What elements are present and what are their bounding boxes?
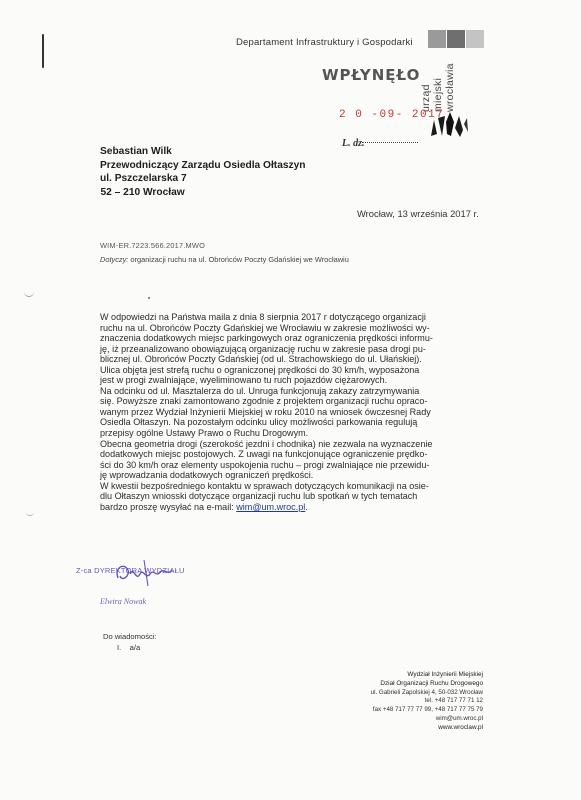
body-line: ję wprowadzania dodatkowych ograniczeń prędkości. <box>100 470 314 481</box>
subject-label: Dotyczy: <box>100 255 129 264</box>
addressee-title: Przewodniczący Zarządu Osiedla Ołtaszyn <box>100 159 306 171</box>
subject-text: organizacji ruchu na ul. Obrońców Poczty Gdańskiej we Wrocławiu <box>130 255 349 264</box>
letter-date: Wrocław, 13 września 2017 r. <box>357 208 479 219</box>
addressee-name: Sebastian Wilk <box>100 146 172 157</box>
punch-mark <box>26 510 34 516</box>
ldz-field <box>362 142 418 143</box>
punch-mark <box>24 290 34 297</box>
addressee-block <box>100 145 306 199</box>
letter-body <box>100 312 482 512</box>
reference-number: WIM-ER.7223.566.2017.MWO <box>100 241 206 250</box>
body-line: znaczenia dodatkowych miejsc parkingowych oraz ograniczenia prędkości informu- <box>100 333 433 344</box>
body-line: W kwestii bezpośredniego kontaktu w sprawach dotyczących komunikacji na osie- <box>100 480 429 491</box>
logo-line: urząd <box>420 84 432 112</box>
body-line: Na odcinku od ul. Masztalerza do ul. Unruga funkcjonują zakazy zatrzymywania <box>100 385 420 396</box>
footer-website[interactable]: www.wroclaw.pl <box>438 723 483 731</box>
body-last-prefix: bardzo proszę wysyłać na e-mail: <box>100 501 237 512</box>
body-line: ści do 30 km/h oraz elementy uspokojenia ruchu – progi zwalniające nie przewidu- <box>100 459 430 470</box>
body-line: W odpowiedzi na Państwa maila z dnia 8 sierpnia 2017 r dotyczącego organizacji <box>100 312 426 322</box>
body-line: się. Powyższe znaki zamontowano zgodnie z projektem organizacji ruchu opraco- <box>100 396 428 407</box>
logo-line: miejski <box>432 77 444 112</box>
logo-line: wrocławia <box>444 63 456 112</box>
body-line: ruchu na ul. Obrońców Poczty Gdańskiej we Wrocławiu w zakresie możliwości wy- <box>100 322 430 333</box>
cc-item: I. a/a <box>117 643 141 652</box>
footer-line: Wydział Inżynierii Miejskiej <box>407 671 483 678</box>
email-link[interactable]: wim@um.wroc.pl <box>236 501 306 512</box>
body-line: blicznej ul. Obrońców Poczty Gdańskiej (od ul. Strachowskiego do ul. Ułańskiej). <box>100 354 422 365</box>
margin-mark <box>42 34 44 68</box>
addressee-street: ul. Pszczelarska 7 <box>100 173 187 184</box>
body-line: ję, iż przeanalizowano obowiązującą organizację ruchu w zakresie pasa drogi pu- <box>100 343 426 354</box>
cc-label: Do wiadomości: <box>103 632 157 641</box>
addressee-city: 52 – 210 Wrocław <box>100 186 185 198</box>
cc-block <box>103 631 157 653</box>
ldz-label: L. dz. <box>342 138 365 149</box>
footer-line: Dział Organizacji Ruchu Drogowego <box>380 679 483 687</box>
body-line: Obecna geometria drogi (szerokość jezdni i chodnika) nie zezwala na wyznaczenie <box>100 438 433 449</box>
body-line: Ulica objęta jest strefą ruchu o ograniczonej prędkości do 30 km/h, wyposażona <box>100 364 420 375</box>
signature-stamp: Z-ca DYREKTORA WYDZIAŁU <box>76 566 185 575</box>
received-stamp: WPŁYNĘŁO <box>322 66 421 84</box>
body-line: dodatkowych miejsc postojowych. Z uwagi na funkcjonujące ograniczenie prędko- <box>100 449 428 460</box>
body-line: Osiedla Ołtaszyn. Na pozostałym odcinku ulicy możliwości parkowania regulują <box>100 417 418 428</box>
handwritten-signature <box>110 556 180 592</box>
subject-line <box>100 255 349 264</box>
footer-line: tel. +48 717 77 71 12 <box>424 697 483 705</box>
signatory-name: Elwira Nowak <box>100 597 147 606</box>
footer-contact <box>338 671 483 733</box>
footer-line: fax +48 717 77 77 99, +48 717 77 75 79 <box>372 706 483 714</box>
body-last-suffix: . <box>305 501 308 512</box>
received-date: 2 0 -09- 2017 <box>339 109 445 121</box>
body-line: przepisy ogólne Ustawy Prawo o Ruchu Drogowym. <box>100 428 309 439</box>
department-name: Departament Infrastruktury i Gospodarki <box>236 37 413 48</box>
logo-text <box>420 63 456 112</box>
body-line-last <box>100 502 482 513</box>
body-line: wanym przez Wydział Inżynierii Miejskiej w roku 2010 na wniosek ówczesnej Rady <box>100 406 431 417</box>
body-line: jest w progi zwalniające, wyeliminowano tu ruch pojazdów ciężarowych. <box>100 375 388 386</box>
speck <box>148 297 150 299</box>
logo-squares <box>428 30 488 58</box>
body-line: dlu Ołtaszyn wniosski dotyczące organizacji ruchu lub spotkań w tych tematach <box>100 491 418 502</box>
footer-line: ul. Gabrieli Zapolskiej 4, 50-032 Wrocław <box>370 688 483 696</box>
footer-email[interactable]: wim@um.wroc.pl <box>435 714 483 722</box>
